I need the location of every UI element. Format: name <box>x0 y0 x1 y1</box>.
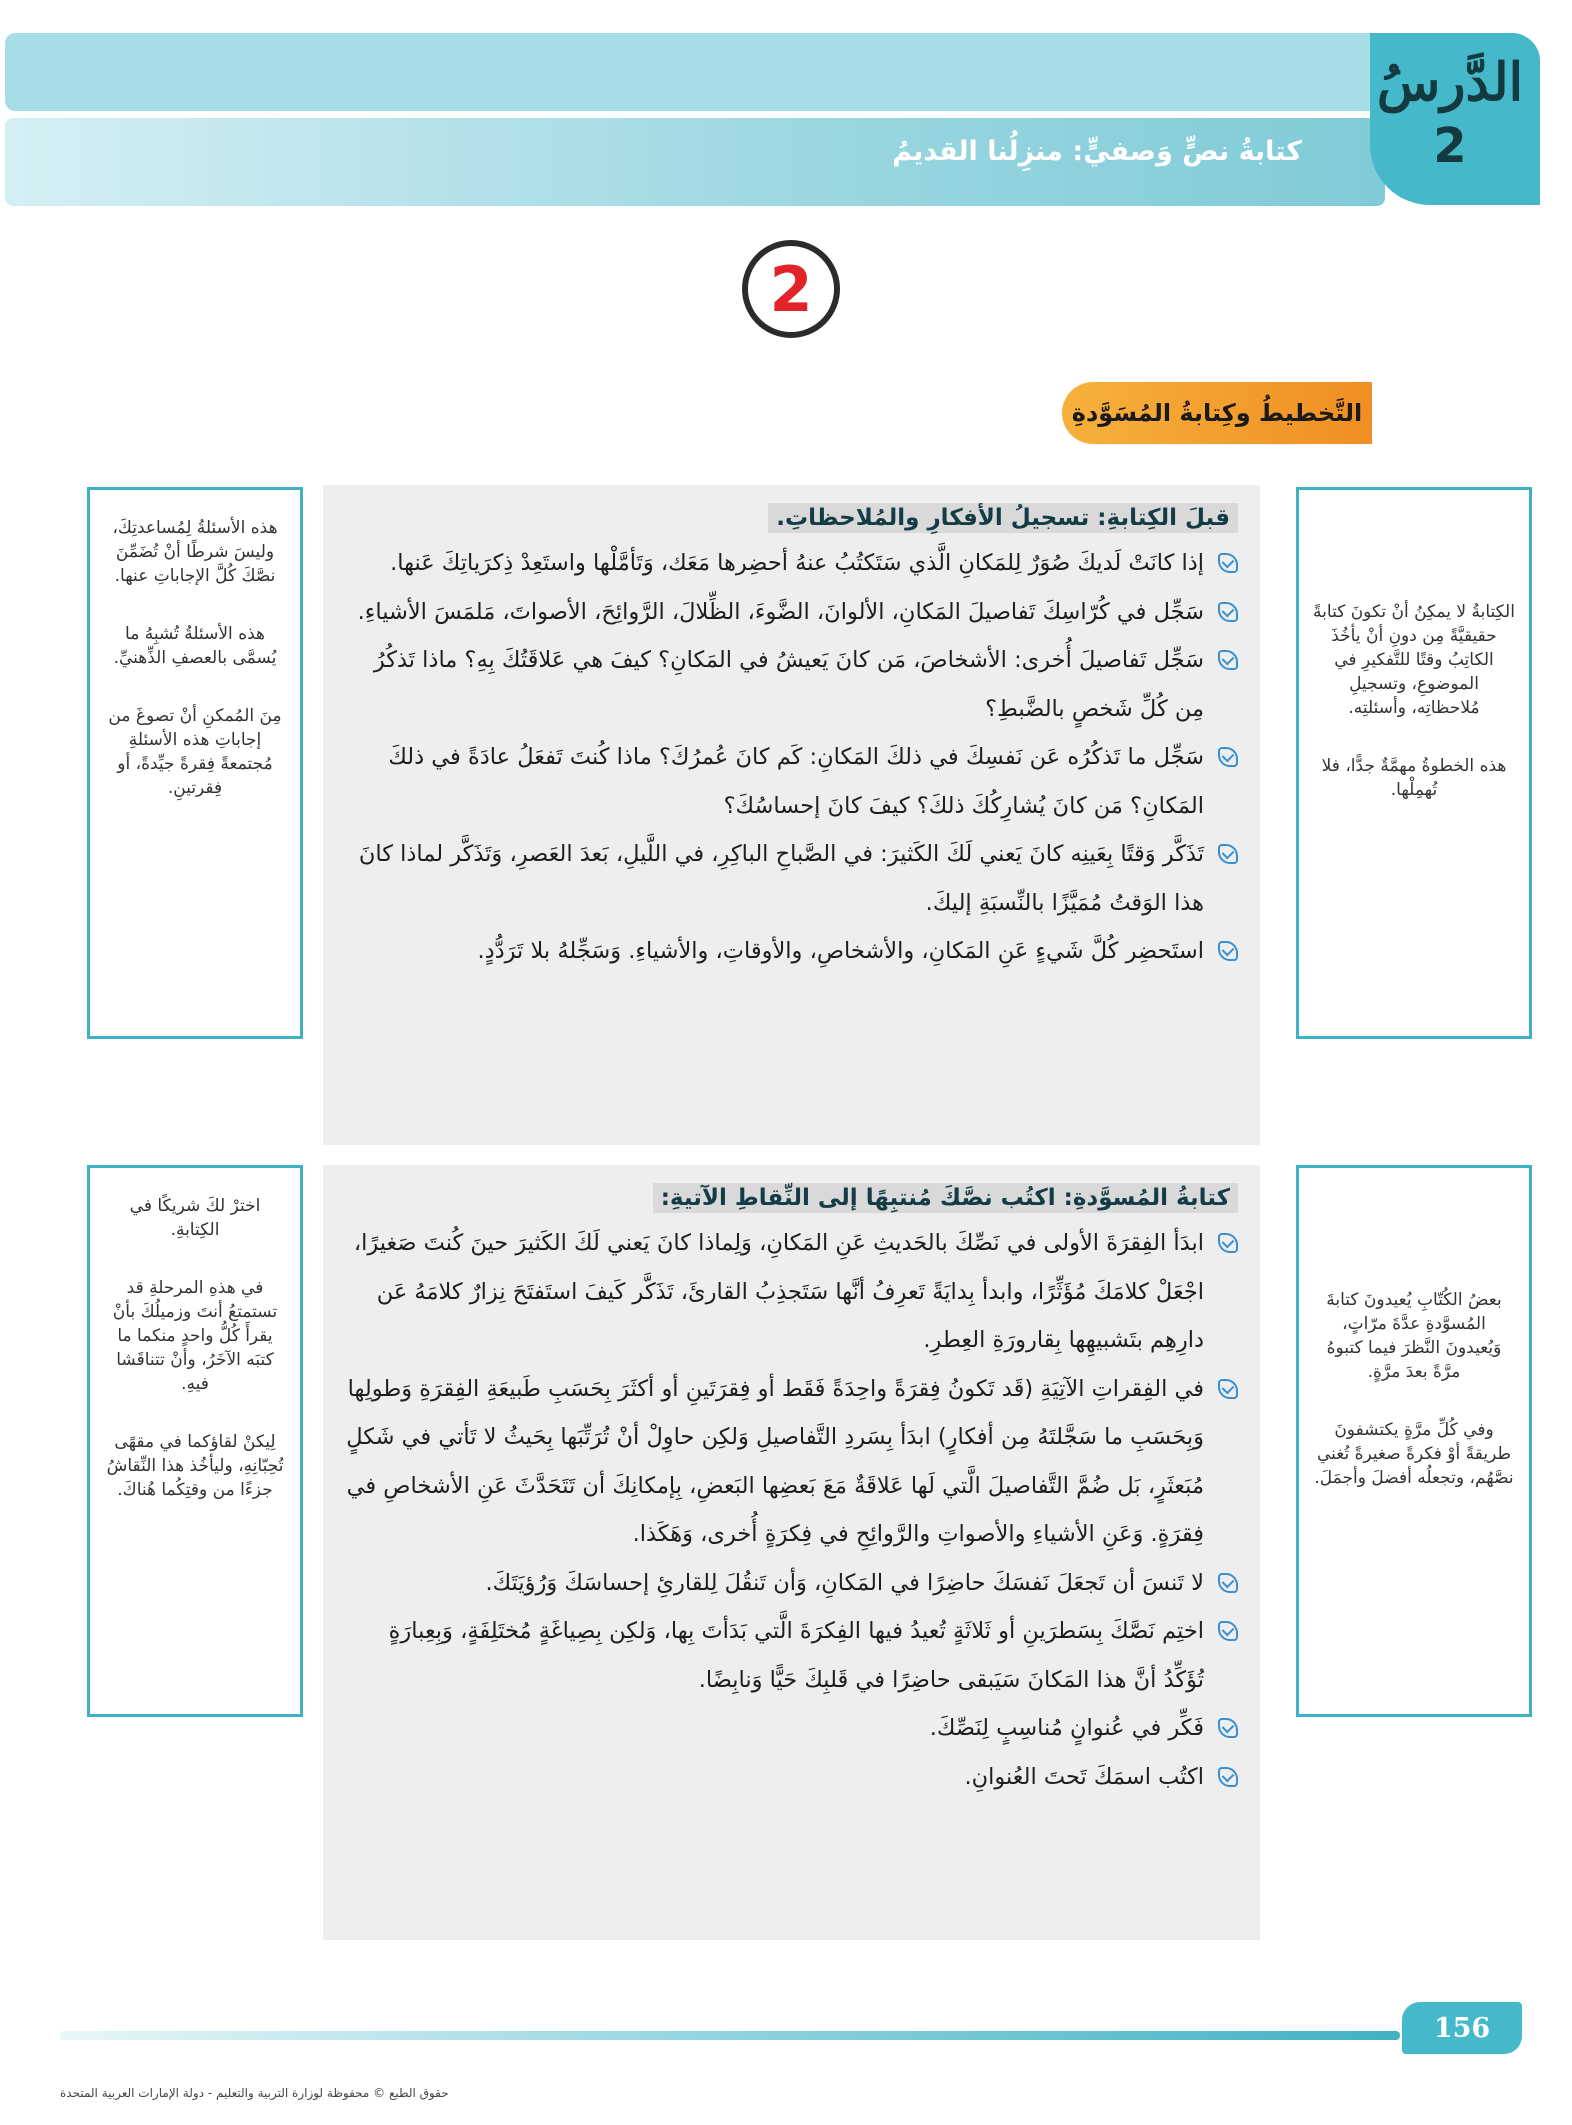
list-item: اختِم نَصَّكَ بِسَطرَينِ أو ثَلاثَةٍ تُعيدُ فيها الفِكرَةَ الَّتي بَدَأتَ بِها، وَلكِن بِصِياغَةٍ مُختَلِفَةٍ، وَبِعِبارَةٍ تُؤَكِّدُ أنَّ هذا المَكانَ سَيَبقى حاضِرًا في قَلبِكَ حَيًّا وَنابِضًا. <box>345 1607 1238 1704</box>
check-bullet-icon <box>1218 1379 1238 1399</box>
side-note-text: في هذهِ المرحلةِ قد تستمتعُ أنتَ وزميلُكَ بأنْ يقرأَ كُلُّ واحدٍ منكما ما كتبَه الآخَرُ، وأنْ تتناقَشا فيهِ. <box>112 1278 278 1394</box>
lesson-word: الدَّرسُ <box>1376 52 1524 113</box>
list-item: إذا كانَتْ لَديكَ صُوَرٌ لِلمَكانِ الَّذي سَتَكتُبُ عنهُ أحضِرها مَعَك، وَتَأمَّلْها واستَعِدْ ذِكرَياتِكَ عَنها. <box>345 539 1238 588</box>
side-note-text: هذه الخطوةُ مهمَّةٌ جدًّا، فلا تُهمِلْها. <box>1321 756 1507 800</box>
check-bullet-icon <box>1218 553 1238 573</box>
panel-title: كتابةُ المُسوَّدةِ: اكتُب نصَّكَ مُنتبِهًا إلى النِّقاطِ الآتيةِ: <box>653 1183 1238 1213</box>
bullet-list <box>345 1219 1238 1801</box>
side-note-left-2 <box>87 1165 303 1717</box>
check-bullet-icon <box>1218 1621 1238 1641</box>
check-bullet-icon <box>1218 1233 1238 1253</box>
list-item: سَجِّل ما تَذكُرُه عَن نَفسِكَ في ذلكَ المَكانِ: كَم كانَ عُمرُكَ؟ ماذا كُنتَ تَفعَلُ عادَةً في ذلكَ المَكانِ؟ مَن كانَ يُشارِكُكَ ذلكَ؟ كيفَ كانَ إحساسُكَ؟ <box>345 733 1238 830</box>
side-note-left-1 <box>87 487 303 1039</box>
check-bullet-icon <box>1218 650 1238 670</box>
section-label: التَّخطيطُ وكِتابةُ المُسَوَّدةِ <box>1062 382 1372 444</box>
list-item: فَكِّر في عُنوانٍ مُناسِبٍ لِنَصِّكَ. <box>345 1704 1238 1753</box>
side-note-right-1 <box>1296 487 1532 1039</box>
check-bullet-icon <box>1218 602 1238 622</box>
side-note-text: وفي كُلِّ مرَّةٍ يكتشفونَ طريقةً أوْ فكرةً صغيرةً تُغني نصَّهُم، وتجعلُه أفضلَ وأجمَلَ. <box>1314 1420 1514 1488</box>
side-note-right-2 <box>1296 1165 1532 1717</box>
side-note-text: لِيكنْ لقاؤكما في مقهًى تُحِبّانِهِ، وليأخُذ هذا النِّقاشُ جزءًا من وقتِكُما هُناكَ. <box>106 1432 284 1500</box>
panel-before-writing <box>323 485 1260 1145</box>
step-number-badge: 2 <box>742 240 840 338</box>
side-note-text: هذه الأسئلةُ لِمُساعدتِكَ، وليسَ شرطًا أنْ تُضَمِّنَ نصَّكَ كُلَّ الإجاباتِ عنها. <box>112 518 278 586</box>
list-item: تَذَكَّر وَقتًا بِعَينِه كانَ يَعني لَكَ الكَثيرَ: في الصَّباحِ الباكِرِ، في اللَّيلِ، بَعدَ العَصرِ، وَتَذَكَّر لماذا كانَ هذا الوَقتُ مُمَيَّزًا بالنِّسبَةِ إليكَ. <box>345 830 1238 927</box>
bullet-list <box>345 539 1238 976</box>
panel-title: قبلَ الكِتابةِ: تسجيلُ الأفكارِ والمُلاحظاتِ. <box>768 503 1238 533</box>
list-item: سَجِّل تَفاصيلَ أُخرى: الأشخاصَ، مَن كانَ يَعيشُ في المَكانِ؟ كيفَ هي عَلاقَتُكَ بِهِ؟ ماذا تَذكُرُ مِن كُلِّ شَخصٍ بالضَّبطِ؟ <box>345 636 1238 733</box>
list-item: اكتُب اسمَكَ تَحتَ العُنوانِ. <box>345 1753 1238 1802</box>
footer-line <box>60 2031 1400 2040</box>
check-bullet-icon <box>1218 1718 1238 1738</box>
side-note-text: الكِتابةُ لا يمكِنُ أنْ تكونَ كتابةً حقيقيَّةً مِن دونِ أنْ يأخُذَ الكاتِبُ وقتًا للتَّفكيرِ في الموضوعِ، وتسجيلِ مُلاحظاتِه، وأسئلتِه. <box>1313 602 1515 718</box>
list-item: لا تَنسَ أن تَجعَلَ نَفسَكَ حاضِرًا في المَكانِ، وَأن تَنقُلَ لِلقارئِ إحساسَكَ وَرُؤيَتَكَ. <box>345 1559 1238 1608</box>
panel-draft-writing <box>323 1165 1260 1940</box>
check-bullet-icon <box>1218 1573 1238 1593</box>
lesson-number: 2 <box>1433 118 1467 174</box>
check-bullet-icon <box>1218 941 1238 961</box>
side-note-text: هذه الأسئلةُ تُشبِهُ ما يُسمَّى بالعصفِ الذِّهنيِّ. <box>113 624 277 668</box>
side-note-text: مِنَ المُمكنِ أنْ تصوغَ من إجاباتِ هذه الأسئلةِ مُجتمعةً فِقرةً جيِّدةً، أو فِقرتينِ. <box>108 706 282 798</box>
check-bullet-icon <box>1218 844 1238 864</box>
header-banner-back <box>5 33 1525 111</box>
list-item: استَحضِر كُلَّ شَيءٍ عَنِ المَكانِ، والأشخاصِ، والأوقاتِ، والأشياءِ. وَسَجِّلهُ بلا تَرَدُّدٍ. <box>345 927 1238 976</box>
page-number: 156 <box>1402 2002 1522 2054</box>
list-item: في الفِقراتِ الآتِيَةِ (قَد تَكونُ فِقرَةً واحِدَةً فَقَط أو فِقرَتَينِ أو أكثَرَ بِحَسَبِ طَبيعَةِ الفِقرَةِ وَطولِها وَبِحَسَبِ ما سَجَّلتَهُ مِن أفكارٍ) ابدَأ بِسَردِ التَّفاصيلِ وَلكِن حاوِلْ أنْ تُرَتِّبَها بِحَيثُ لا تَأتي في شَكلٍ مُبَعثَرٍ، بَل ضُمَّ التَّفاصيلَ الَّتي لَها عَلاقَةٌ مَعَ بَعضِها البَعضِ، بِإمكانِكَ أن تَتَحَدَّثَ عَنِ الأشخاصِ في فِقرَةٍ. وَعَنِ الأشياءِ والأصواتِ والرَّوائِحِ في فِكرَةٍ أُخرى، وَهَكَذا. <box>345 1365 1238 1559</box>
side-note-text: بعضُ الكُتّابِ يُعيدونَ كتابةَ المُسوَّدةِ عدَّةَ مرّاتٍ، وَيُعيدونَ النَّظرَ فيما كتبوهُ مرَّةً بعدَ مرَّةٍ. <box>1326 1290 1502 1382</box>
check-bullet-icon <box>1218 747 1238 767</box>
list-item: ابدَأ الفِقرَةَ الأولى في نَصِّكَ بالحَديثِ عَنِ المَكانِ، وَلِماذا كانَ يَعني لَكَ الكَثيرَ حينَ كُنتَ صَغيرًا، اجْعَلْ كلامَكَ مُؤَثِّرًا، وابدأ بِدايَةً تَعرِفُ أنَّها سَتَجذِبُ القارئَ، تَذَكَّر كَيفَ استَفتَحَ نِزارٌ كلامَهُ عَن دارِهِم بتَشبيهِها بِقارورَةِ العِطرِ. <box>345 1219 1238 1365</box>
side-note-text: اخترْ لكَ شريكًا في الكِتابةِ. <box>129 1196 261 1240</box>
copyright-notice: حقوق الطبع © محفوظة لوزارة التربية والتعليم - دولة الإمارات العربية المتحدة <box>60 2086 449 2100</box>
check-bullet-icon <box>1218 1767 1238 1787</box>
list-item: سَجِّل في كُرّاسِكَ تَفاصيلَ المَكانِ، الألوانَ، الضَّوءَ، الظِّلالَ، الرَّوائِحَ، الأصواتَ، مَلمَسَ الأشياءِ. <box>345 588 1238 637</box>
lesson-title: كتابةُ نصٍّ وَصفيٍّ: منزِلُنا القديمُ <box>892 136 1302 167</box>
